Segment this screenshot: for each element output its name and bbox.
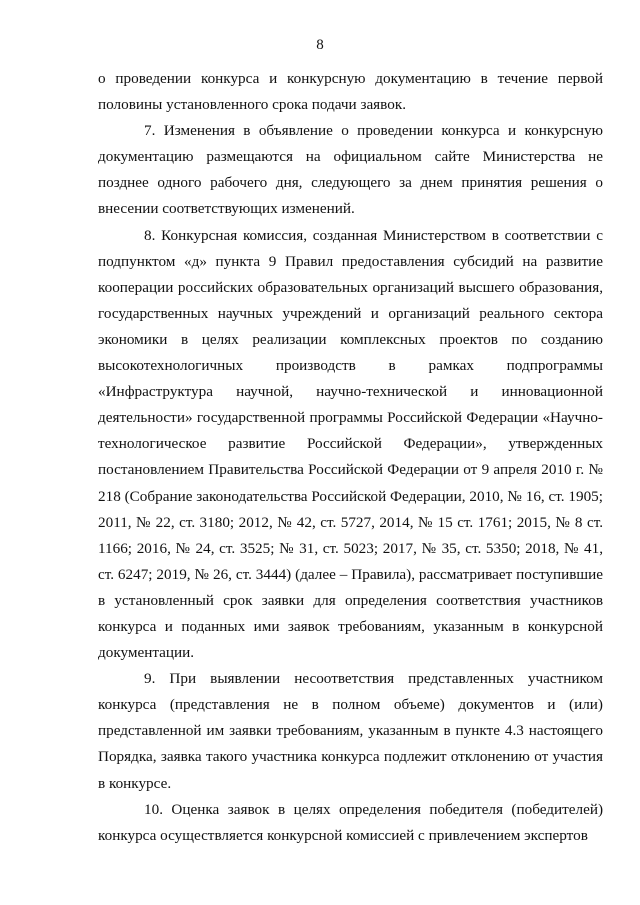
- document-body: [98, 66, 603, 849]
- paragraph-item-8: 8. Конкурсная комиссия, созданная Министерством в соответствии с подпунктом «д» пункта 9 Правил предоставления субсидий на развитие кооперации российских образовательных организаций высшего образования, государственных научных учреждений и организаций реального сектора экономики в целях реализации комплексных проектов по созданию высокотехнологичных производств в рамках подпрограммы «Инфраструктура научной, научно-технической и инновационной деятельности» государственной программы Российской Федерации «Научно-технологическое развитие Российской Федерации», утвержденных постановлением Правительства Российской Федерации от 9 апреля 2010 г. № 218 (Собрание законодательства Российской Федерации, 2010, № 16, ст. 1905; 2011, № 22, ст. 3180; 2012, № 42, ст. 5727, 2014, № 15 ст. 1761; 2015, № 8 ст. 1166; 2016, № 24, ст. 3525; № 31, ст. 5023; 2017, № 35, ст. 5350; 2018, № 41, ст. 6247; 2019, № 26, ст. 3444) (далее – Правила), рассматривает поступившие в установленный срок заявки для определения соответствия участников конкурса и поданных ими заявок требованиям, указанным в конкурсной документации.: [98, 226, 603, 662]
- page-number: 8: [316, 37, 324, 53]
- paragraph-item-7: 7. Изменения в объявление о проведении конкурса и конкурсную документацию размещаются на официальном сайте Министерства не позднее одного рабочего дня, следующего за днем принятия решения о внесении соответствующих изменений.: [98, 122, 603, 218]
- paragraph-item-10: 10. Оценка заявок в целях определения победителя (победителей) конкурса осуществляется конкурсной комиссией с привлечением экспертов: [98, 800, 603, 844]
- paragraph-continuation: о проведении конкурса и конкурсную документацию в течение первой половины установленного срока подачи заявок.: [98, 70, 603, 114]
- paragraph-item-9: 9. При выявлении несоответствия представленных участником конкурса (представления не в полном объеме) документов и (или) представленной им заявки требованиям, указанным в пункте 4.3 настоящего Порядка, заявка такого участника конкурса подлежит отклонению от участия в конкурсе.: [98, 670, 603, 792]
